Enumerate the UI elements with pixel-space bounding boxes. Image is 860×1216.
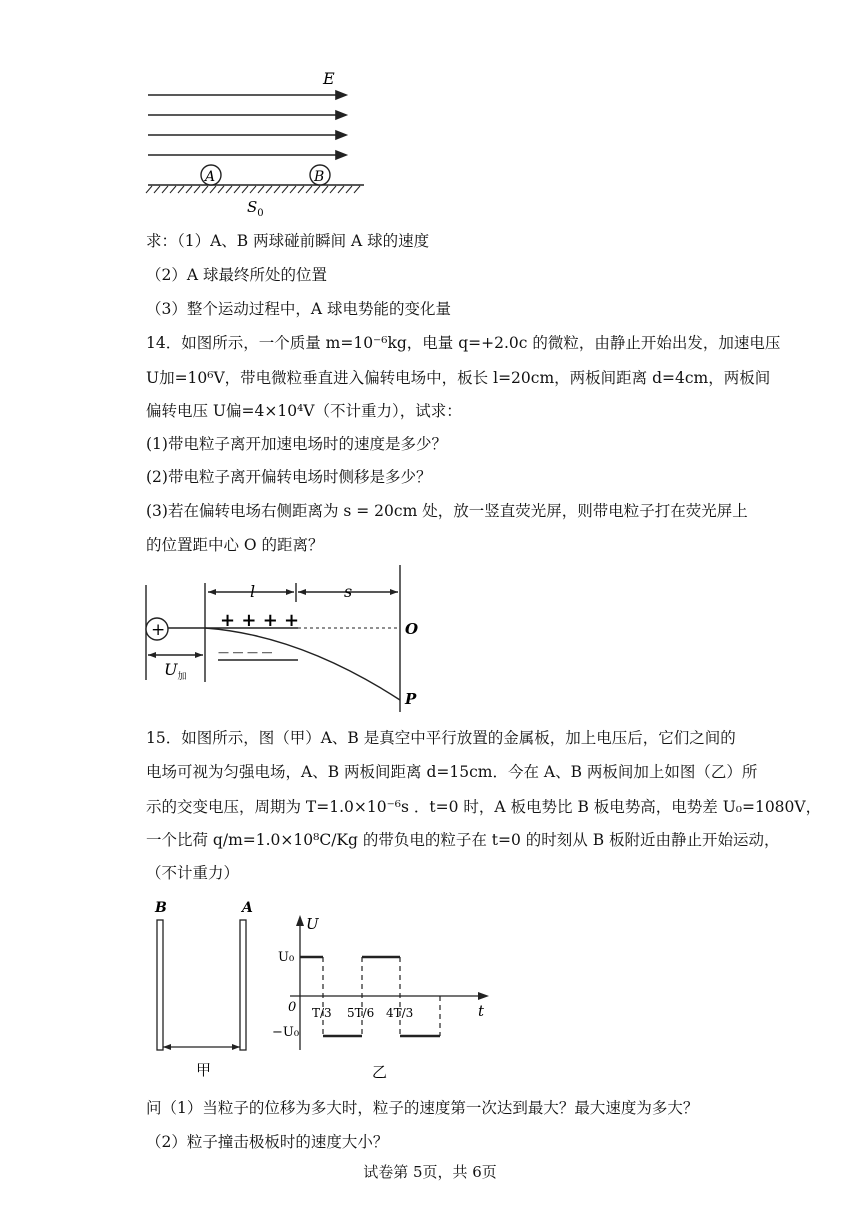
caption-yi: 乙 [372,1063,388,1081]
q14-part-3b: 的位置距中心 O 的距离？ [146,536,324,554]
acceleration-voltage-label: $U_加$ [164,660,187,682]
tick-5t-over-6: 5T/6 [347,1006,375,1020]
axis-t-label: t [478,1002,485,1020]
q15-line-5: （不计重力） [146,864,240,882]
q15-line-3: 示的交变电压，周期为 T=1.0×10⁻⁶s ．t=0 时，A 板电势比 B 板电势高，电势差 U₀=1080V， [146,798,822,816]
q13-ask-1: 求：（1）A、B 两球碰前瞬间 A 球的速度 [146,232,430,250]
plate-b [157,920,163,1050]
particle-charge-sign: + [151,620,166,640]
screen-center-label: O [405,620,419,638]
screen-distance-label: s [344,582,353,601]
ball-a-label: A [205,169,216,185]
q13-ask-2: （2）A 球最终所处的位置 [146,266,327,284]
q14-line-3: 偏转电压 U偏=4×10⁴V（不计重力），试求： [146,402,462,420]
axis-u-label: U [306,915,319,933]
caption-jia: 甲 [196,1061,212,1079]
page-footer: 试卷第 5页，共 6页 [363,1163,497,1181]
q15-line-4: 一个比荷 q/m=1.0×10⁸C/Kg 的带负电的粒子在 t=0 的时刻从 B 板附近由静止开始运动， [146,831,780,849]
q13-ask-3: （3）整个运动过程中，A 球电势能的变化量 [146,300,451,318]
ball-b-label: B [314,169,325,185]
u0-label: U₀ [278,950,295,965]
q14-part-1: (1)带电粒子离开加速电场时的速度是多少？ [146,435,447,453]
hit-point-label: P [405,690,417,708]
tick-t-over-3: T/3 [312,1006,332,1020]
distance-label-s0: $S_0$ [247,198,264,219]
q14-part-2: (2)带电粒子离开偏转电场时侧移是多少？ [146,468,432,486]
q15-line-2: 电场可视为匀强电场，A、B 两板间距离 d=15cm．今在 A、B 两板间加上如图（乙）所 [146,763,758,781]
plate-a [240,920,246,1050]
plate-length-label: l [250,582,256,601]
negative-plate: — — — — [218,646,273,659]
q14-part-3a: (3)若在偏转电场右侧距离为 s = 20cm 处，放一竖直荧光屏，则带电粒子打在荧光屏上 [146,502,748,520]
neg-u0-label: −U₀ [272,1025,300,1040]
q15-line-1: 15．如图所示，图（甲）A、B 是真空中平行放置的金属板，加上电压后，它们之间的 [146,729,736,747]
q14-line-1: 14．如图所示，一个质量 m=10⁻⁶kg，电量 q=+2.0c 的微粒，由静止开始出发，加速电压 [146,334,781,352]
q15-ask-1: 问（1）当粒子的位移为多大时，粒子的速度第一次达到最大？最大速度为多大？ [146,1099,699,1117]
positive-plate: + + + + [220,610,300,631]
q14-line-2: U加=10⁶V，带电微粒垂直进入偏转电场中，板长 l=20cm，两板间距离 d=4cm，两板间 [146,369,771,387]
plate-b-label: B [155,900,167,916]
q15-ask-2: （2）粒子撞击极板时的速度大小？ [146,1133,389,1151]
plate-a-label: A [242,900,253,916]
tick-4t-over-3: 4T/3 [386,1006,414,1020]
field-label-e: E [323,69,335,88]
origin-label: 0 [288,1000,297,1015]
